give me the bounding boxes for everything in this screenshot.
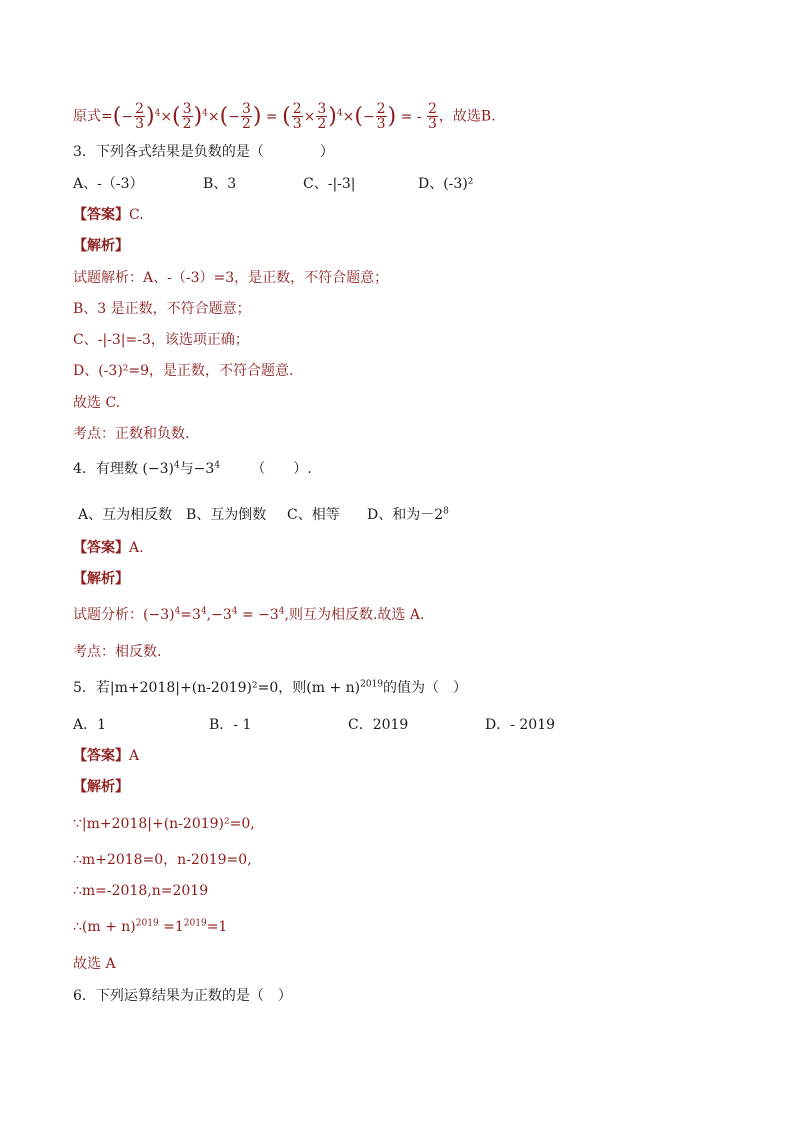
q4-question-mid: 与 [179,461,194,477]
q3-analysis-tag: 【解析】 [73,238,129,254]
answer-tag: 【答案】 [73,207,129,223]
q3-option-a: A、-（-3） [73,176,144,192]
q5-step4-suffix: =1 [206,919,228,935]
q3-question: 3．下列各式结果是负数的是（ ） [73,144,334,160]
q4-option-a: A、互为相反数 [78,507,173,523]
formula-expression: (− $\frac{2}{3}$ )$^4$×( $\frac{3}{2}$ )$^4$×(− $\frac{3}{2}$ ) = ( $\frac{2}{3}$ × $\frac{3}{2}$ )$^4$×(− $\frac{2}{3}$ ) = - $\frac{2}{3}$ [112,101,437,132]
q5-option-d: D．- 2019 [485,717,556,733]
q3-answer [73,206,144,224]
q4-question-prefix: 4．有理数 [73,461,138,477]
q5-conclusion: 故选 A [73,956,116,972]
formula-answer: B. [480,108,496,125]
answer-value: A. [129,540,144,556]
q4-analysis-line: 试题分析：$(-3)^4=3^4,-3^4 = -3^4$,则互为相反数.故选 A. [73,606,425,623]
q4-option-c: C、相等 [287,507,340,523]
q6-question: 6．下列运算结果为正数的是（ ） [73,988,292,1004]
q4-point: 考点：相反数. [73,644,162,660]
q5-option-b: B．- 1 [209,717,252,733]
q5-step-3: ∴m=-2018,n=2019 [73,883,209,899]
q4-option-d: D、和为$-2^8$ [367,506,449,523]
answer-value: A [129,748,140,764]
q4-option-b: B、互为倒数 [186,507,267,523]
q5-question: 5．若|m+2018|+(n-2019)²=0，则$(m + n)^{2019}$的值为（ ） [73,679,468,696]
q3-analysis-line-4: D、(-3)²=9，是正数，不符合题意. [73,363,294,379]
q4-analysis-suffix: ,则互为相反数.故选 A. [284,607,425,623]
q3-option-d: D、(-3)² [418,176,474,192]
formula-suffix: ，故选 [438,108,481,125]
answer-tag: 【答案】 [73,540,129,556]
q3-option-b: B、3 [203,176,237,192]
q3-analysis-line-3: C、-|-3|=-3，该选项正确； [73,332,249,348]
q3-analysis-line-1: 试题解析：A、-（-3）=3，是正数，不符合题意； [73,270,389,286]
q3-conclusion: 故选 C. [73,395,121,411]
q4-question-suffix: （ ）. [251,461,312,477]
q3-analysis-line-2: B、3 是正数，不符合题意； [73,301,251,317]
q3-point: 考点：正数和负数. [73,426,190,442]
q5-step-2: ∴m+2018=0，n-2019=0, [73,852,252,868]
q5-option-c: C．2019 [348,717,409,733]
q4-answer [73,539,144,557]
q5-question-suffix: 的值为（ ） [383,680,468,696]
q3-option-c: C、-|-3| [303,176,356,192]
q5-question-prefix: 5．若|m+2018|+(n-2019)²=0，则 [73,680,307,696]
q4-question: 4．有理数 $(-3)^4$与$-3^4$ （ ）. [73,460,312,477]
q5-option-a: A．1 [73,717,107,733]
q5-answer [73,747,139,765]
q5-analysis-tag: 【解析】 [73,779,129,795]
q5-step-4: ∴(m + $n)^{2019} =1^{2019}=1$ [73,918,228,935]
q5-step-1: ∵|m+2018|+(n-2019)²=0, [73,816,255,832]
formula-label: 原式= [73,108,113,125]
q5-step4-prefix: ∴ [73,919,82,935]
answer-tag: 【答案】 [73,748,129,764]
q4-analysis-tag: 【解析】 [73,571,129,587]
answer-value: C. [129,207,144,223]
q4-analysis-prefix: 试题分析： [73,607,143,623]
solution-formula-line [73,102,496,131]
